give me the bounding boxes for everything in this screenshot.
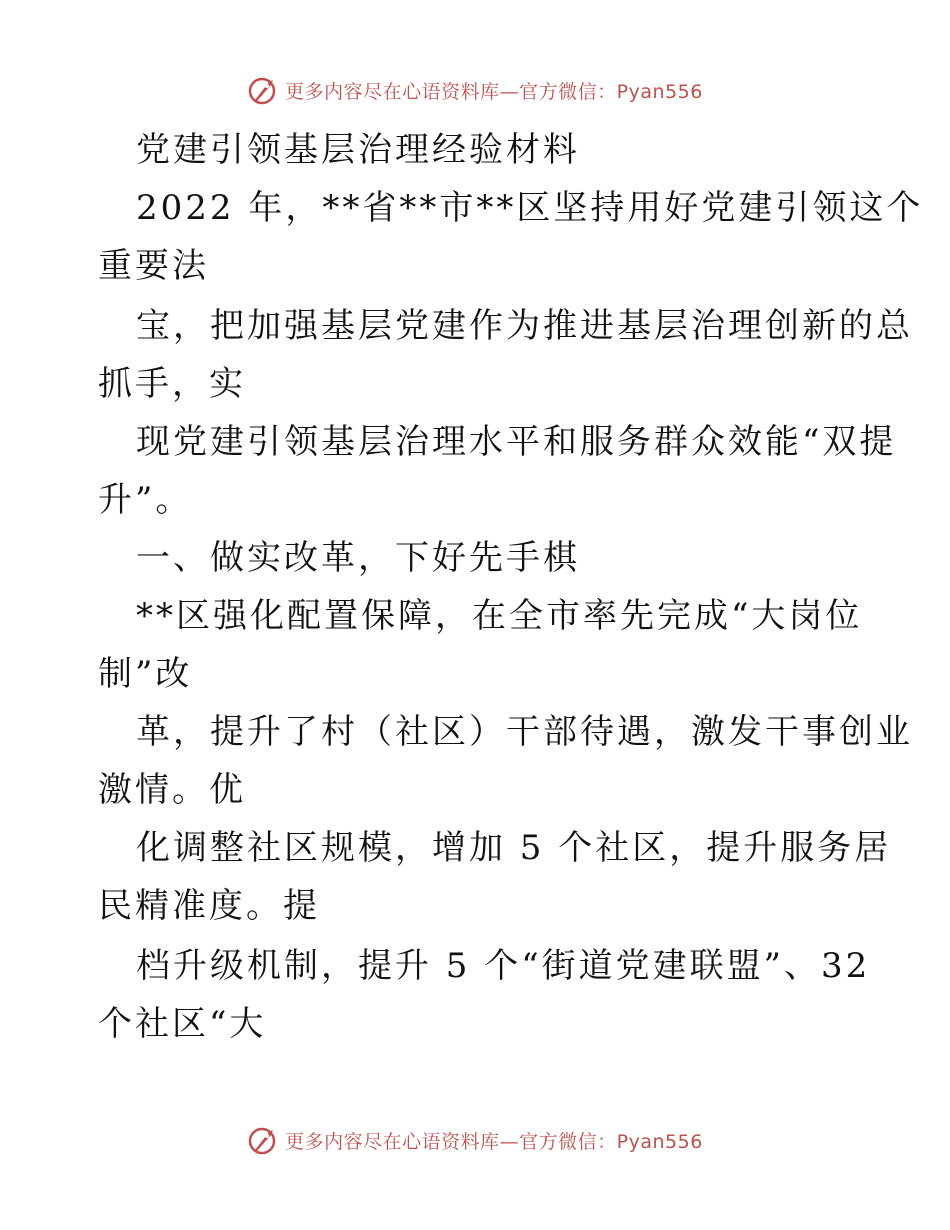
quill-pen-logo-icon xyxy=(247,1124,279,1156)
paragraph-line: 制”改 xyxy=(98,654,193,694)
paragraph-line: 宝，把加强基层党建作为推进基层治理创新的总 xyxy=(136,306,913,346)
paragraph-line: 民精准度。提 xyxy=(98,886,320,926)
quill-pen-logo-icon xyxy=(247,74,279,106)
paragraph-line: 2022 年，**省**市**区坚持用好党建引领这个 xyxy=(136,188,924,228)
paragraph-line: **区强化配置保障，在全市率先完成“大岗位 xyxy=(136,596,863,636)
header-watermark-banner xyxy=(0,70,950,110)
paragraph-line: 激情。优 xyxy=(98,770,246,810)
watermark-text: 更多内容尽在心语资料库—官方微信：Pyan556 xyxy=(285,80,703,103)
paragraph-line: 抓手，实 xyxy=(98,364,246,404)
paragraph-line: 化调整社区规模，增加 5 个社区，提升服务居 xyxy=(136,828,892,868)
paragraph-line: 档升级机制，提升 5 个“街道党建联盟”、32 xyxy=(136,946,871,986)
paragraph-line: 升”。 xyxy=(98,480,193,520)
section-heading: 一、做实改革，下好先手棋 xyxy=(136,538,580,578)
document-title: 党建引领基层治理经验材料 xyxy=(136,130,580,170)
paragraph-line: 现党建引领基层治理水平和服务群众效能“双提 xyxy=(136,422,897,462)
paragraph-line: 革，提升了村（社区）干部待遇，激发干事创业 xyxy=(136,712,913,752)
paragraph-line: 个社区“大 xyxy=(98,1004,267,1044)
paragraph-line: 重要法 xyxy=(98,246,209,286)
footer-watermark-banner xyxy=(0,1120,950,1160)
watermark-text: 更多内容尽在心语资料库—官方微信：Pyan556 xyxy=(285,1130,703,1153)
